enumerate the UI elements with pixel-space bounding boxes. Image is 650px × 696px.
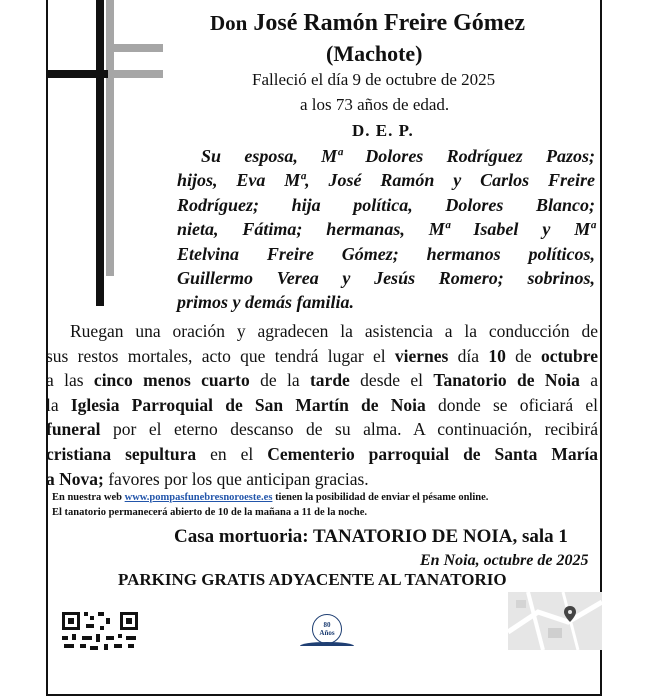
- company-logo: [300, 642, 354, 650]
- nickname: (Machote): [326, 41, 423, 66]
- qr-code-icon[interactable]: [60, 606, 140, 650]
- location-map[interactable]: [508, 592, 602, 650]
- body-line: a las cinco menos cuarto de la tarde desde el Tanatorio de Noia a: [46, 370, 598, 391]
- hours-note: El tanatorio permanecerá abierto de 10 de la mañana a 11 de la noche.: [52, 507, 367, 518]
- family-line: Su esposa, Mª Dolores Rodríguez Pazos;: [201, 146, 595, 166]
- casa-mortuoria: Casa mortuoria: TANATORIO DE NOIA, sala 1: [174, 526, 568, 547]
- body-line: la Iglesia Parroquial de San Martín de Noia donde se oficiará el: [46, 394, 598, 415]
- badge-word: Años: [319, 629, 335, 637]
- place-date: En Noia, octubre de 2025: [420, 552, 589, 569]
- ceremony-paragraph: [46, 319, 598, 491]
- family-line: Guillermo Verea y Jesús Romero; sobrinos,: [177, 268, 595, 289]
- family-line: hijos, Eva Mª, José Ramón y Carlos Freire: [177, 170, 595, 191]
- body-line: funeral por el eterno descanso de su alma. A continuación, recibirá: [46, 419, 598, 440]
- website-link[interactable]: www.pompasfunebresnoroeste.es: [124, 492, 273, 503]
- body-line: cristiana sepultura en el Cementerio parroquial de Santa María: [46, 443, 598, 464]
- family-line: primos y demás familia.: [177, 292, 354, 313]
- dep-text: D. E. P.: [352, 121, 414, 140]
- web-note: En nuestra web www.pompasfunebresnoroeste.es tienen la posibilidad de enviar el pésame online.: [52, 492, 489, 503]
- family-paragraph: [177, 144, 595, 315]
- body-line: sus restos mortales, acto que tendrá lugar el viernes día 10 de octubre: [46, 345, 598, 366]
- family-line: nieta, Fátima; hermanas, Mª Isabel y Mª: [177, 219, 595, 240]
- deceased-name: [210, 10, 525, 37]
- anniversary-badge: [312, 614, 342, 644]
- family-line: Etelvina Freire Gómez; hermanos políticos,: [177, 243, 595, 264]
- parking-notice: PARKING GRATIS ADYACENTE AL TANATORIO: [118, 570, 507, 589]
- body-line: Ruegan una oración y agradecen la asistencia a la conducción de: [70, 321, 598, 341]
- full-name: José Ramón Freire Gómez: [253, 10, 526, 36]
- age: a los 73 años de edad.: [300, 95, 450, 114]
- body-line: a Nova; favores por los que anticipan gracias.: [46, 468, 369, 489]
- family-line: Rodríguez; hija política, Dolores Blanco;: [177, 194, 595, 215]
- badge-number: 80: [323, 621, 331, 629]
- death-date: Falleció el día 9 de octubre de 2025: [252, 70, 496, 89]
- name-prefix: Don: [210, 11, 248, 35]
